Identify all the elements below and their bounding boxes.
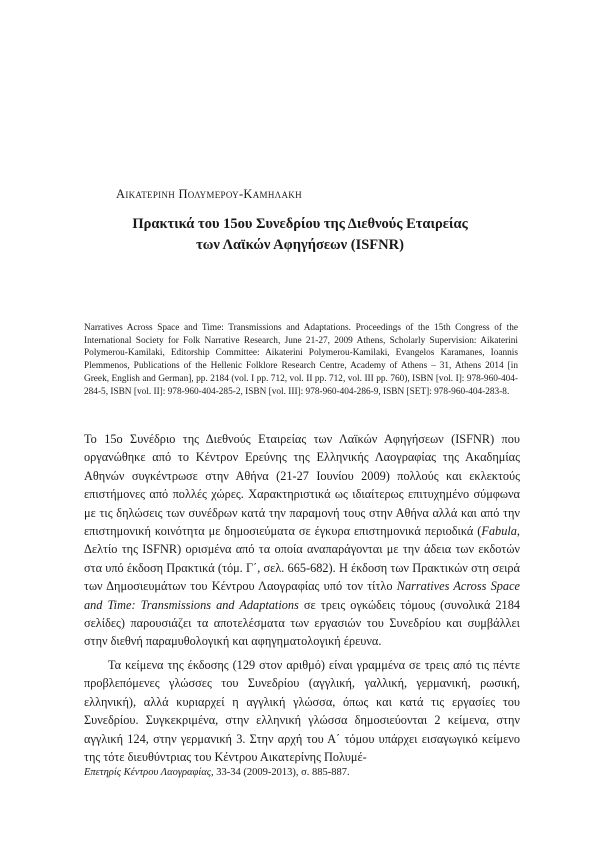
review-body: [84, 430, 520, 766]
paragraph-1: [84, 430, 520, 651]
title-line-1: Πρακτικά του 15ου Συνεδρίου της Διεθνούς Εταιρείας: [132, 216, 468, 232]
paragraph-1-part-3: σε τρεις ογκώδεις τόμους (συνολικά 2184 σελίδες) παρουσιάζει τα αποτελέσματα των εργασιών του Συνεδρίου και συμβάλλει στην διεθνή παραμυθολογική και αφηγηματολογική έρευνα.: [84, 597, 520, 649]
review-title: [100, 214, 500, 256]
paragraph-2: Τα κείμενα της έκδοσης (129 στον αριθμό) είναι γραμμένα σε τρεις από τις πέντε προβλεπόμενες γλώσσες του Συνεδρίου (αγγλική, γαλλική, γερμανική, ρωσική, ελληνική), αλλά κυριαρχεί η αγγλική γλώσσα, όπως και κατά τις εργασίες του Συνεδρίου. Συγκεκριμένα, στην ελληνική γλώσσα δημοσιεύονται 2 κείμενα, στην αγγλική 124, στην γερμανική 3. Στην αρχή του Α΄ τόμου υπάρχει εισαγωγικό κείμενο της τότε διευθύντριας του Κέντρου Αικατερίνης Πολυμέ-: [84, 657, 520, 764]
paragraph-1-part-2: , Δελτίο της ISFNR) ορισμένα από τα οποία αναπαράγονται με την άδεια των εκδοτών στα υπό έκδοση Πρακτικά (τόμ. Γ΄, σελ. 665-682). Η έκδοση των Πρακτικών στη σειρά των Δημοσιευμάτων του Κέντρου Λαογραφίας υπό τον τίτλο: [84, 524, 520, 594]
paragraph-1-part-1: Το 15ο Συνέδριο της Διεθνούς Εταιρείας των Λαϊκών Αφηγήσεων (ISFNR) που οργανώθηκε από το Κέντρον Ερεύνης της Ελληνικής Λαογραφίας της Ακαδημίας Αθηνών συγκέντρωσε στην Αθήνα (21-27 Ιουνίου 2009) πολλούς και εκλεκτούς επιστήμονες από πολλές χώρες. Χαρακτηριστικά ως ιδιαίτερως επιτυχημένο σύμφωνα με τις δηλώσεις των συνέδρων κατά την παραμονή τους στην Αθήνα αλλά και από την επιστημονική κοινότητα με δημοσιεύματα σε έγκυρα επιστημονικά περιοδικά (: [84, 432, 520, 539]
title-line-2: των Λαϊκών Αφηγήσεων (ISFNR): [196, 237, 404, 253]
fabula-title: Fabula: [481, 524, 517, 539]
book-title: Narratives Across Space and Time: Transmissions and Adaptations: [84, 579, 520, 612]
bibliographic-abstract: Narratives Across Space and Time: Transmissions and Adaptations. Proceedings of the 15th Congress of the International Society for Folk Narrative Research, June 21-27, 2009 Athens, Scholarly Supervision: Aikaterini Polymerou-Kamilaki, Editorship Committee: Aikaterini Polymerou-Kamilaki, Evangelos Karamanes, Ioannis Plemmenos, Publications of the Hellenic Folklore Research Centre, Academy of Athens – 31, Athens 2014 [in Greek, English and German], pp. 2184 (vol. I pp. 712, vol. II pp. 712, vol. III pp. 760), ISBN [vol. I]: 978-960-404-284-5, ISBN [vol. II]: 978-960-404-285-2, ISBN [vol. III]: 978-960-404-286-9, ISBN [SET]: 978-960-404-283-8.: [84, 323, 518, 397]
journal-name: Επετηρίς Κέντρου Λαογραφίας: [84, 767, 212, 778]
page-footer-citation: [84, 767, 350, 778]
author-name: Αικατερινη Πολυμερου-Καμηλακη: [116, 187, 302, 201]
citation-details: , 33-34 (2009-2013), σ. 885-887.: [211, 767, 350, 778]
